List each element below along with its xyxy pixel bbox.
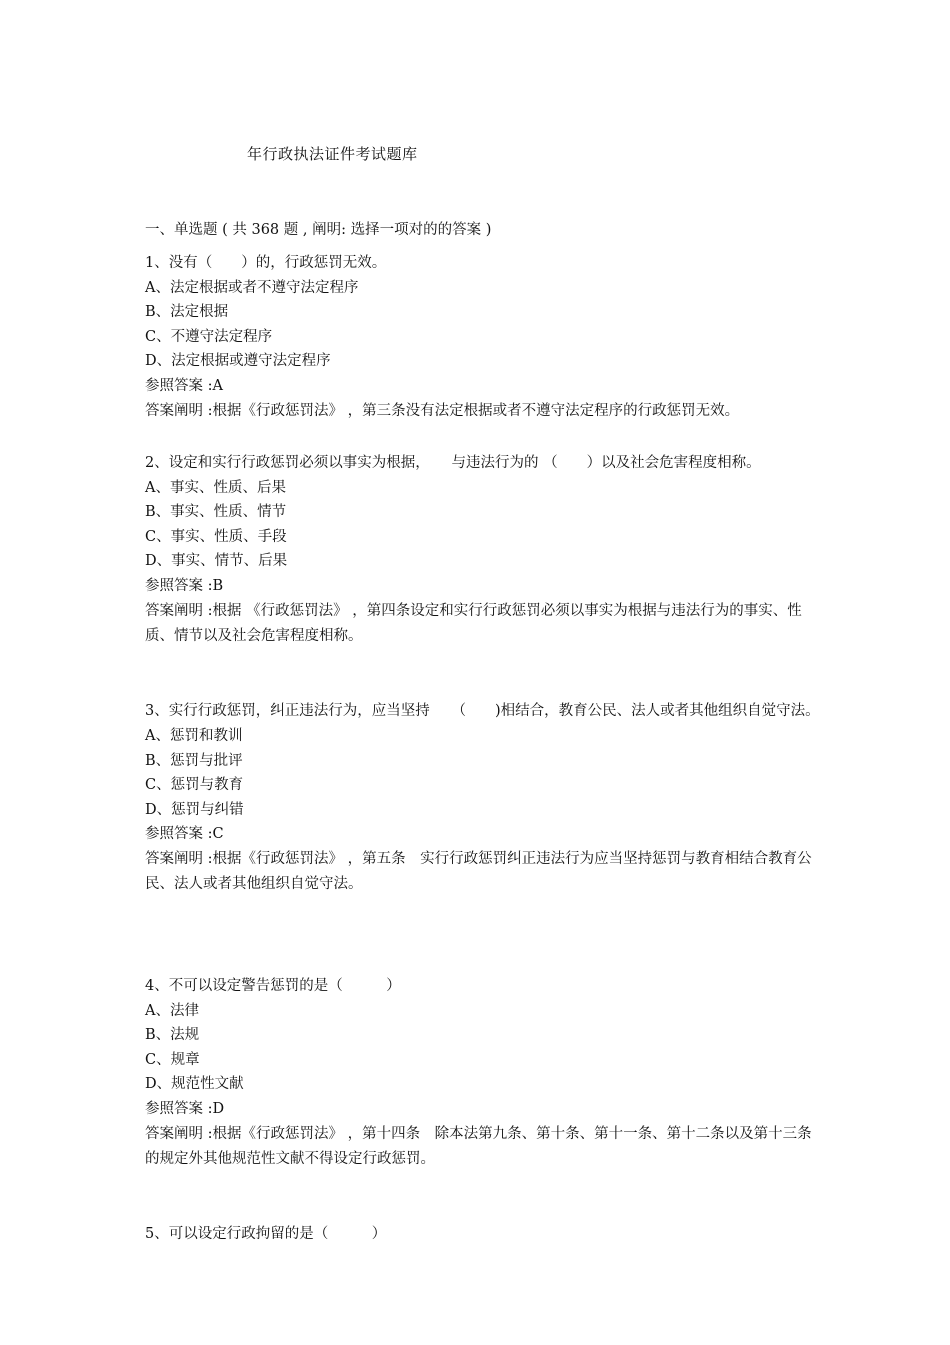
option-a: A、事实、性质、后果 <box>145 479 286 496</box>
question-stem: 5、可以设定行政拘留的是（ ） <box>145 1226 387 1242</box>
option-a: A、法定根据或者不遵守法定程序 <box>145 279 359 296</box>
option-b: B、法规 <box>145 1027 200 1044</box>
question-stem: 1、没有（ ）的，行政惩罚无效。 <box>145 255 387 271</box>
answer-explanation: 答案阐明 :根据《行政惩罚法》 ，第五条 实行行政惩罚纠正违法行为应当坚持惩罚与教育相结合教育公民、法人或者其他组织自觉守法。 <box>145 850 812 893</box>
document-title: 年行政执法证件考试题库 <box>247 145 418 163</box>
option-c: C、不遵守法定程序 <box>145 328 273 345</box>
option-b: B、事实、性质、情节 <box>145 504 287 521</box>
reference-answer: 参照答案 :C <box>145 826 224 843</box>
option-a: A、惩罚和教训 <box>145 728 243 744</box>
question-stem: 3、实行行政惩罚，纠正违法行为，应当坚持 （ )相结合，教育公民、法人或者其他组织自觉守法。 <box>145 703 820 719</box>
answer-explanation: 答案阐明 :根据《行政惩罚法》 ，第三条没有法定根据或者不遵守法定程序的行政惩罚无效。 <box>145 402 740 419</box>
section-heading: 一、单选题 ( 共 368 题 , 阐明: 选择一项对的的答案 ) <box>145 222 492 238</box>
option-c: C、规章 <box>145 1051 200 1068</box>
option-d: D、法定根据或遵守法定程序 <box>145 353 331 370</box>
question-4 <box>145 974 835 1173</box>
question-stem: 4、不可以设定警告惩罚的是（ ） <box>145 978 401 994</box>
option-c: C、事实、性质、手段 <box>145 528 287 545</box>
option-d: D、惩罚与纠错 <box>145 801 244 818</box>
question-5 <box>145 1222 835 1247</box>
question-stem: 2、设定和实行行政惩罚必须以事实为根据， 与违法行为的 （ ）以及社会危害程度相称。 <box>145 455 761 471</box>
answer-explanation: 答案阐明 :根据 《行政惩罚法》 ，第四条设定和实行行政惩罚必须以事实为根据与违法行为的事实、性质、情节以及社会危害程度相称。 <box>145 602 802 645</box>
question-2 <box>145 451 835 650</box>
answer-explanation: 答案阐明 :根据《行政惩罚法》 ，第十四条 除本法第九条、第十条、第十一条、第十二条以及第十三条的规定外其他规范性文献不得设定行政惩罚。 <box>145 1125 812 1168</box>
option-b: B、法定根据 <box>145 304 229 321</box>
option-a: A、法律 <box>145 1002 199 1019</box>
reference-answer: 参照答案 :B <box>145 577 224 594</box>
reference-answer: 参照答案 :A <box>145 377 223 394</box>
option-b: B、惩罚与批评 <box>145 752 243 769</box>
question-3 <box>145 699 835 898</box>
option-c: C、惩罚与教育 <box>145 777 244 794</box>
option-d: D、事实、情节、后果 <box>145 553 288 570</box>
question-1 <box>145 251 835 423</box>
option-d: D、规范性文献 <box>145 1076 244 1093</box>
reference-answer: 参照答案 :D <box>145 1100 225 1117</box>
